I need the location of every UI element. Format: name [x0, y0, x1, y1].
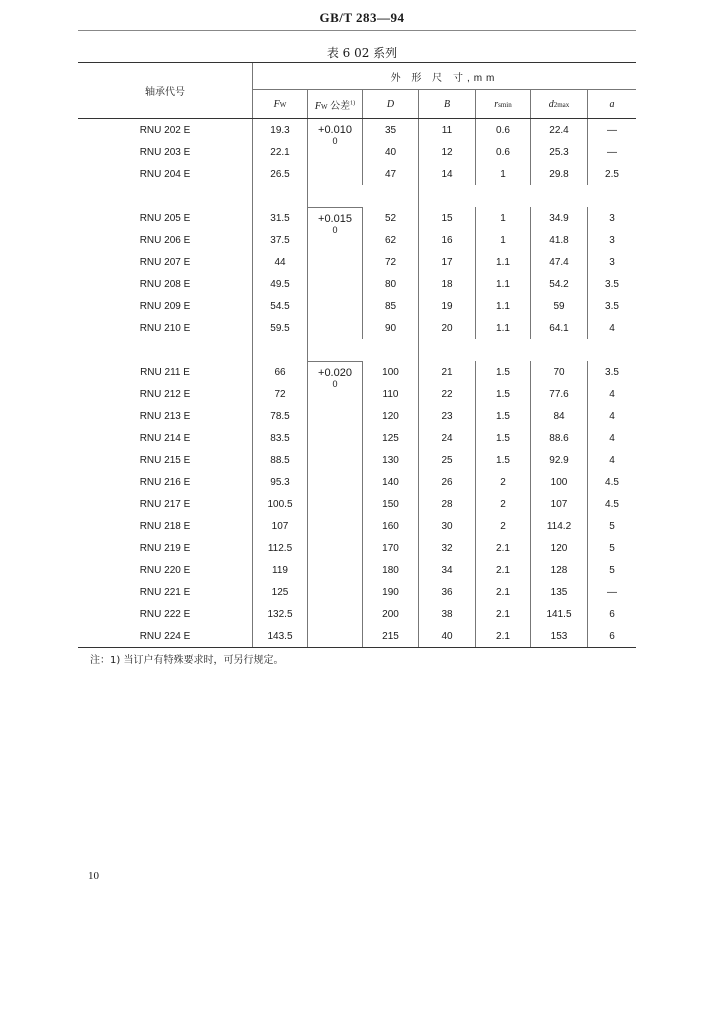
B-cell: 32 [419, 537, 476, 559]
D-cell: 125 [363, 427, 419, 449]
fw-cell: 125 [253, 581, 308, 603]
a-cell: 5 [588, 559, 637, 581]
bearing-code-cell: RNU 221 E [139, 586, 191, 598]
D-cell: 80 [363, 273, 419, 295]
fw-cell: 54.5 [253, 295, 308, 317]
B-cell: 30 [419, 515, 476, 537]
d2-cell: 120 [531, 537, 588, 559]
B-cell: 23 [419, 405, 476, 427]
D-cell: 215 [363, 625, 419, 648]
r-cell: 1.1 [476, 251, 531, 273]
table-title: 表 6 02 系列 [326, 46, 398, 60]
a-cell: 6 [588, 603, 637, 625]
d2-cell: 77.6 [531, 383, 588, 405]
fw-cell: 26.5 [253, 163, 308, 185]
page-number: 10 [88, 870, 99, 882]
D-cell: 160 [363, 515, 419, 537]
B-cell: 28 [419, 493, 476, 515]
table-row [78, 207, 636, 229]
d2-cell: 114.2 [531, 515, 588, 537]
d2-cell: 25.3 [531, 141, 588, 163]
r-cell: 1 [476, 207, 531, 229]
a-cell: 3 [588, 207, 637, 229]
r-cell: 2.1 [476, 625, 531, 648]
D-cell: 47 [363, 163, 419, 185]
bearing-code-cell: RNU 210 E [139, 322, 191, 334]
column-header-B: B [419, 90, 476, 119]
r-cell: 1.5 [476, 383, 531, 405]
table-body [78, 119, 636, 648]
r-cell: 1.1 [476, 317, 531, 339]
fw-cell: 59.5 [253, 317, 308, 339]
D-cell: 120 [363, 405, 419, 427]
B-cell: 26 [419, 471, 476, 493]
bearing-code-cell: RNU 213 E [139, 410, 191, 422]
d2-cell: 41.8 [531, 229, 588, 251]
B-cell: 11 [419, 119, 476, 142]
B-cell: 38 [419, 603, 476, 625]
a-cell: 3 [588, 251, 637, 273]
B-cell: 12 [419, 141, 476, 163]
r-cell: 1.5 [476, 427, 531, 449]
bearing-code-cell: RNU 214 E [139, 432, 191, 444]
d2-cell: 84 [531, 405, 588, 427]
header-rule [78, 30, 636, 31]
fw-cell: 19.3 [253, 119, 308, 142]
fw-cell: 88.5 [253, 449, 308, 471]
d2-cell: 135 [531, 581, 588, 603]
a-cell: 2.5 [588, 163, 637, 185]
tolerance-cell [308, 361, 363, 648]
D-cell: 72 [363, 251, 419, 273]
D-cell: 62 [363, 229, 419, 251]
d2-cell: 88.6 [531, 427, 588, 449]
tolerance-lower: 0 [332, 224, 338, 235]
a-cell: 3.5 [588, 273, 637, 295]
D-cell: 90 [363, 317, 419, 339]
d2-cell: 29.8 [531, 163, 588, 185]
a-cell: — [588, 119, 637, 142]
bearing-code-cell: RNU 212 E [139, 388, 191, 400]
D-cell: 130 [363, 449, 419, 471]
bearing-code-cell: RNU 204 E [139, 168, 191, 180]
r-cell: 0.6 [476, 119, 531, 142]
bearing-code-cell: RNU 218 E [139, 520, 191, 532]
a-cell: 5 [588, 537, 637, 559]
B-cell: 21 [419, 361, 476, 383]
column-header-fw-tolerance: FW 公差$^{1)}$ [308, 90, 363, 119]
bearing-code-cell: RNU 211 E [140, 366, 190, 378]
d2-cell: 128 [531, 559, 588, 581]
D-cell: 110 [363, 383, 419, 405]
r-cell: 1.5 [476, 361, 531, 383]
B-cell: 40 [419, 625, 476, 648]
B-cell: 16 [419, 229, 476, 251]
a-cell: 3.5 [588, 361, 637, 383]
d2-cell: 100 [531, 471, 588, 493]
standard-header: GB/T 283—94 [319, 10, 405, 25]
a-cell: 4 [588, 317, 637, 339]
column-header-a: a [588, 90, 637, 119]
r-cell: 2.1 [476, 559, 531, 581]
footnote: 注：1) 当订户有特殊要求时，可另行规定。 [90, 655, 284, 666]
column-header-code: 轴承代号 [78, 63, 253, 119]
bearing-code-cell: RNU 202 E [139, 124, 191, 136]
bearing-code-cell: RNU 217 E [139, 498, 191, 510]
B-cell: 14 [419, 163, 476, 185]
fw-cell: 95.3 [253, 471, 308, 493]
d2-cell: 59 [531, 295, 588, 317]
D-cell: 40 [363, 141, 419, 163]
r-cell: 1.5 [476, 449, 531, 471]
a-cell: 4.5 [588, 493, 637, 515]
D-cell: 170 [363, 537, 419, 559]
bearing-code-cell: RNU 205 E [139, 212, 191, 224]
r-cell: 1 [476, 163, 531, 185]
a-cell: — [588, 141, 637, 163]
r-cell: 2 [476, 471, 531, 493]
a-cell: 4 [588, 405, 637, 427]
column-header-D: D [363, 90, 419, 119]
bearing-code-cell: RNU 222 E [139, 608, 191, 620]
tolerance-upper: +0.020 [318, 366, 352, 379]
d2-cell: 54.2 [531, 273, 588, 295]
B-cell: 15 [419, 207, 476, 229]
a-cell: 4.5 [588, 471, 637, 493]
r-cell: 2.1 [476, 537, 531, 559]
D-cell: 85 [363, 295, 419, 317]
tolerance-lower: 0 [332, 136, 338, 146]
a-cell: — [588, 581, 637, 603]
bearing-code-cell: RNU 206 E [139, 234, 191, 246]
column-header-r: rsmin [476, 90, 531, 119]
fw-cell: 66 [253, 361, 308, 383]
tolerance-lower: 0 [332, 378, 338, 389]
fw-cell: 37.5 [253, 229, 308, 251]
r-cell: 0.6 [476, 141, 531, 163]
d2-cell: 92.9 [531, 449, 588, 471]
fw-cell: 119 [253, 559, 308, 581]
r-cell: 2.1 [476, 581, 531, 603]
r-cell: 1 [476, 229, 531, 251]
d2-cell: 141.5 [531, 603, 588, 625]
r-cell: 1.1 [476, 273, 531, 295]
d2-cell: 64.1 [531, 317, 588, 339]
r-cell: 2.1 [476, 603, 531, 625]
B-cell: 22 [419, 383, 476, 405]
fw-cell: 78.5 [253, 405, 308, 427]
D-cell: 52 [363, 207, 419, 229]
fw-cell: 44 [253, 251, 308, 273]
fw-cell: 132.5 [253, 603, 308, 625]
B-cell: 34 [419, 559, 476, 581]
table-row [78, 119, 636, 142]
r-cell: 1.5 [476, 405, 531, 427]
B-cell: 36 [419, 581, 476, 603]
bearing-code-cell: RNU 209 E [139, 300, 191, 312]
dimensions-table [78, 62, 636, 648]
fw-cell: 22.1 [253, 141, 308, 163]
a-cell: 4 [588, 449, 637, 471]
fw-cell: 72 [253, 383, 308, 405]
d2-cell: 153 [531, 625, 588, 648]
d2-cell: 22.4 [531, 119, 588, 142]
D-cell: 35 [363, 119, 419, 142]
a-cell: 4 [588, 427, 637, 449]
D-cell: 100 [363, 361, 419, 383]
B-cell: 19 [419, 295, 476, 317]
tolerance-cell [308, 207, 363, 361]
a-cell: 3.5 [588, 295, 637, 317]
B-cell: 18 [419, 273, 476, 295]
B-cell: 17 [419, 251, 476, 273]
a-cell: 6 [588, 625, 637, 648]
r-cell: 2 [476, 515, 531, 537]
B-cell: 24 [419, 427, 476, 449]
d2-cell: 34.9 [531, 207, 588, 229]
r-cell: 2 [476, 493, 531, 515]
d2-cell: 47.4 [531, 251, 588, 273]
D-cell: 140 [363, 471, 419, 493]
D-cell: 200 [363, 603, 419, 625]
bearing-code-cell: RNU 224 E [78, 625, 253, 648]
column-header-fw: FW [253, 90, 308, 119]
fw-cell: 100.5 [253, 493, 308, 515]
D-cell: 150 [363, 493, 419, 515]
a-cell: 5 [588, 515, 637, 537]
D-cell: 190 [363, 581, 419, 603]
bearing-code-cell: RNU 207 E [139, 256, 191, 268]
fw-cell: 49.5 [253, 273, 308, 295]
fw-cell: 31.5 [253, 207, 308, 229]
bearing-code-cell: RNU 208 E [139, 278, 191, 290]
fw-cell: 83.5 [253, 427, 308, 449]
bearing-code-cell: RNU 215 E [139, 454, 191, 466]
fw-cell: 143.5 [253, 625, 308, 648]
fw-cell: 112.5 [253, 537, 308, 559]
D-cell: 180 [363, 559, 419, 581]
tolerance-cell [308, 119, 363, 208]
bearing-code-cell: RNU 220 E [139, 564, 191, 576]
B-cell: 20 [419, 317, 476, 339]
column-header-d2: d2max [531, 90, 588, 119]
a-cell: 3 [588, 229, 637, 251]
bearing-code-cell: RNU 203 E [139, 146, 191, 158]
d2-cell: 70 [531, 361, 588, 383]
bearing-code-cell: RNU 219 E [139, 542, 191, 554]
B-cell: 25 [419, 449, 476, 471]
a-cell: 4 [588, 383, 637, 405]
tolerance-upper: +0.015 [318, 212, 352, 225]
table-row [78, 361, 636, 383]
column-group-header: 外 形 尺 寸,mm [253, 63, 637, 90]
tolerance-upper: +0.010 [318, 124, 352, 136]
r-cell: 1.1 [476, 295, 531, 317]
bearing-code-cell: RNU 216 E [139, 476, 191, 488]
d2-cell: 107 [531, 493, 588, 515]
fw-cell: 107 [253, 515, 308, 537]
